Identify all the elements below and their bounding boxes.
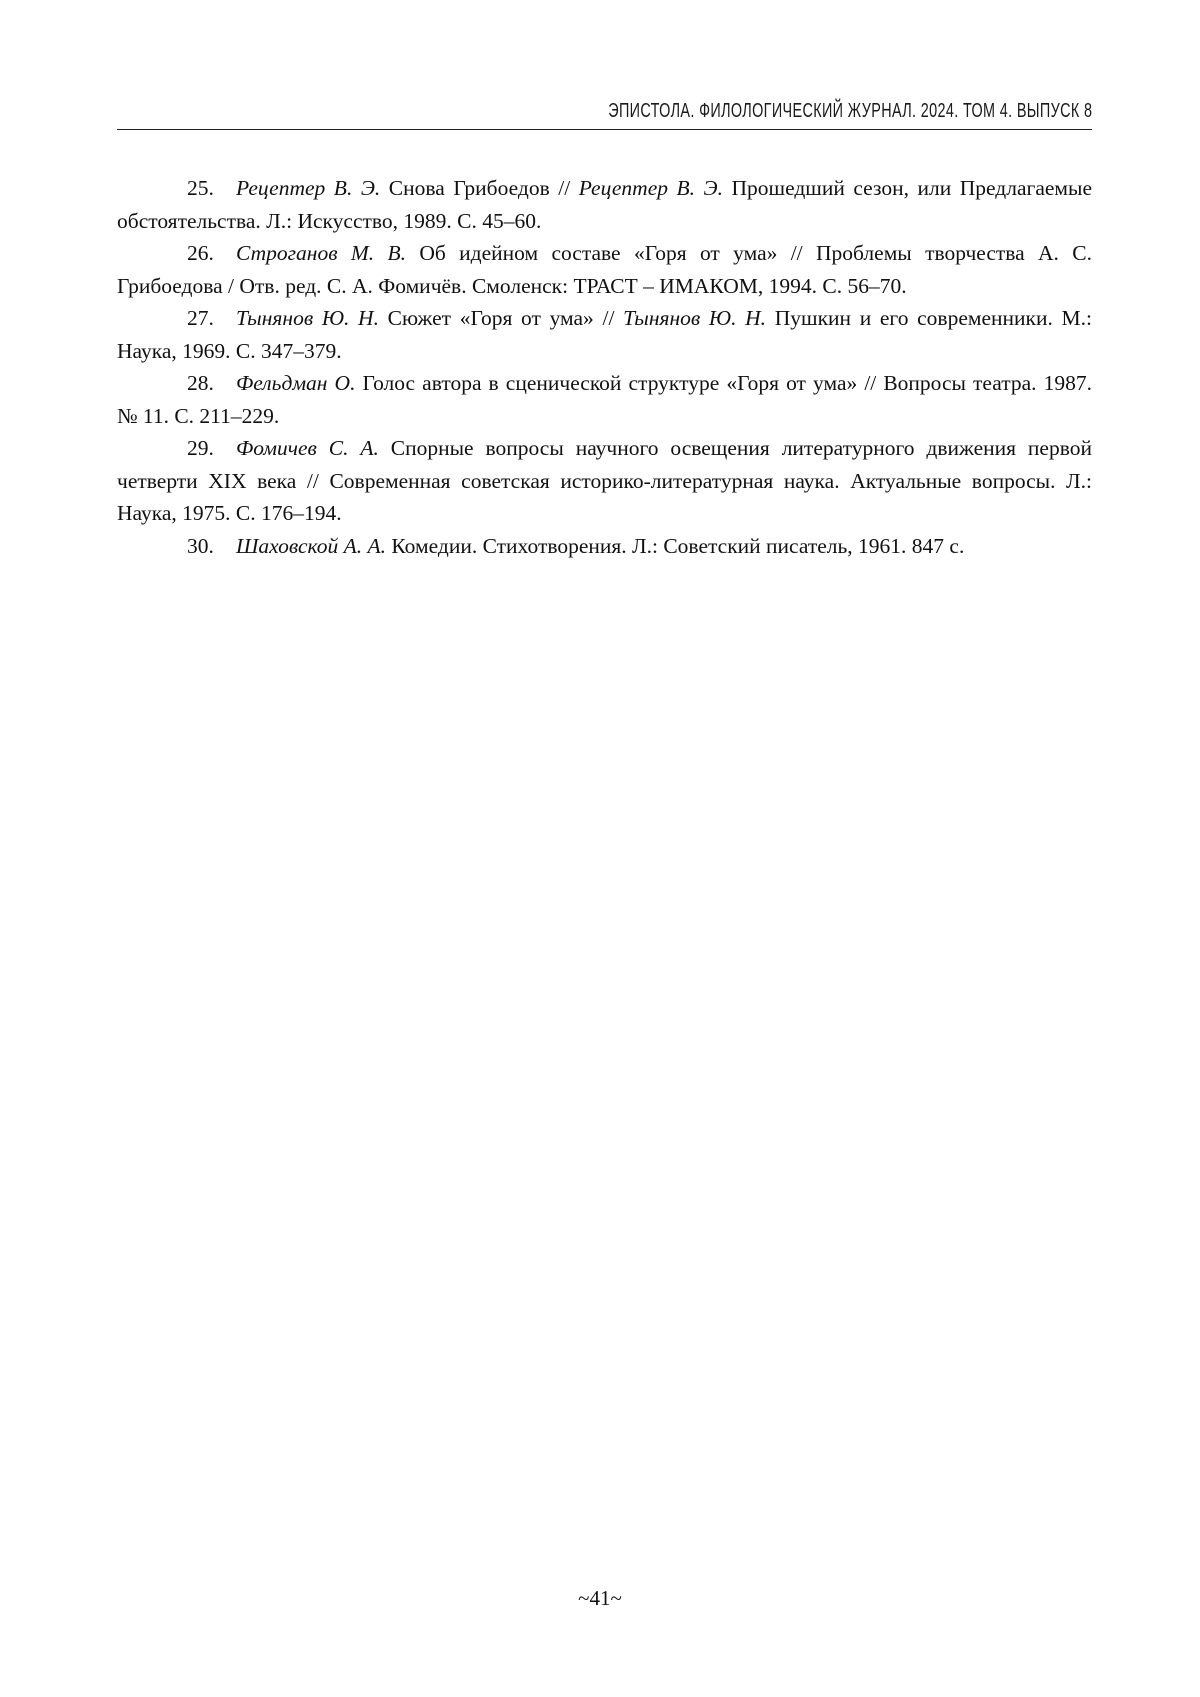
reference-text: Прошедший сезон, или Предлагаемые обстоятельства. Л.: Искусство, 1989. С. 45–60. <box>117 176 1092 233</box>
reference-number: 27. <box>187 306 214 330</box>
reference-text: Пушкин и его современники. М.: Наука, 1969. С. 347–379. <box>117 306 1092 363</box>
reference-number: 25. <box>187 176 214 200</box>
reference-item-29 <box>117 432 1092 530</box>
reference-author: Тынянов Ю. Н. <box>623 306 767 330</box>
reference-author: Рецептер В. Э. <box>578 176 723 200</box>
reference-author: Фомичев С. А. <box>236 436 379 460</box>
page-number: ~41~ <box>578 1586 622 1610</box>
journal-running-title: ЭПИСТОЛА. ФИЛОЛОГИЧЕСКИЙ ЖУРНАЛ. 2024. ТОМ 4. ВЫПУСК 8 <box>607 100 1092 122</box>
reference-text: Об идейном составе «Горя от ума» // Проблемы творчества А. С. Грибоедова / Отв. ред. С. А. Фомичёв. Смоленск: ТРАСТ – ИМАКОМ, 1994. С. 56–70. <box>117 241 1092 298</box>
reference-text: Комедии. Стихотворения. Л.: Советский писатель, 1961. 847 с. <box>386 533 965 558</box>
reference-author: Тынянов Ю. Н. <box>236 306 379 330</box>
reference-author: Строганов М. В. <box>236 241 407 265</box>
reference-text: Сюжет «Горя от ума» // <box>378 306 624 330</box>
running-header <box>117 97 1092 130</box>
reference-author: Шаховской А. А. <box>236 533 387 558</box>
reference-author: Рецептер В. Э. <box>236 176 381 200</box>
reference-text: Голос автора в сценической структуре «Горя от ума» // Вопросы театра. 1987. № 11. С. 211–229. <box>117 371 1093 428</box>
reference-text: Снова Грибоедов // <box>380 176 579 200</box>
reference-item-27 <box>117 302 1092 367</box>
reference-number: 29. <box>187 436 214 460</box>
reference-item-28 <box>117 367 1092 432</box>
reference-number: 28. <box>187 371 214 395</box>
reference-list <box>117 172 1092 562</box>
reference-text: Спорные вопросы научного освещения литературного движения первой четверти XIX века // Современная советская историко-литературная наука. Актуальные вопросы. Л.: Наука, 1975. С. 176–194. <box>117 436 1092 525</box>
reference-number: 30. <box>187 533 214 558</box>
reference-item-30 <box>117 530 1092 563</box>
reference-item-26 <box>117 237 1092 302</box>
reference-author: Фельдман О. <box>236 371 356 395</box>
reference-item-25 <box>117 172 1092 237</box>
reference-number: 26. <box>187 241 214 265</box>
